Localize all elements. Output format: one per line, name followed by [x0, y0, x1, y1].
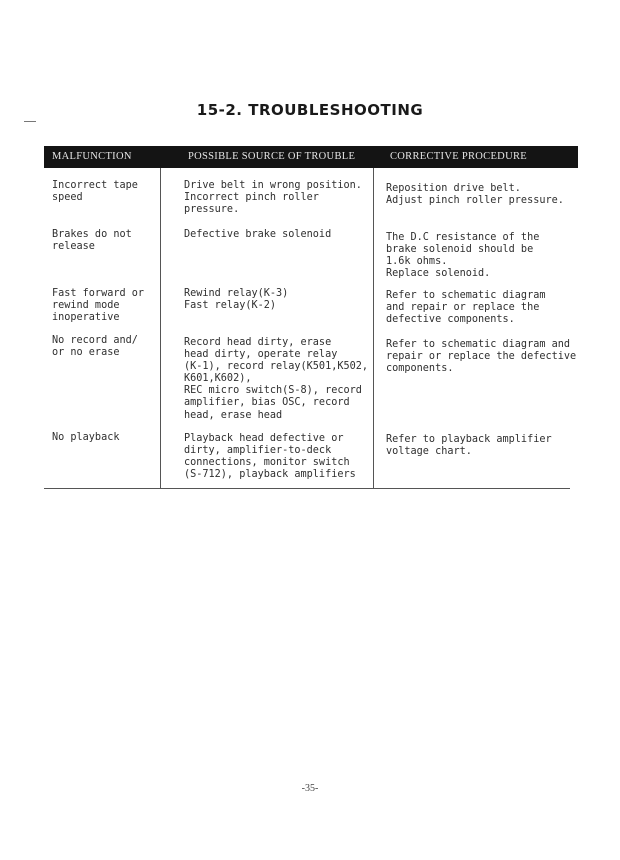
procedure-cell: Reposition drive belt. Adjust pinch roller pressure. [386, 183, 564, 207]
malfunction-cell: Incorrect tape speed [52, 180, 138, 204]
page-number: -35- [301, 783, 319, 794]
margin-mark [24, 121, 36, 122]
table-bottom-rule [44, 488, 570, 489]
source-cell: Record head dirty, erase head dirty, operate relay (K-1), record relay(K501,K502, K601,K602), REC micro switch(S-8), record amplifier, bias OSC, record head, erase head [184, 337, 369, 421]
source-cell: Playback head defective or dirty, amplifier-to-deck connections, monitor switch (S-712), playback amplifiers [184, 433, 356, 481]
column-divider [160, 168, 161, 488]
source-cell: Drive belt in wrong position. Incorrect pinch roller pressure. [184, 180, 362, 216]
header-corrective-procedure: CORRECTIVE PROCEDURE [390, 151, 527, 162]
table-header [44, 146, 578, 168]
procedure-cell: Refer to schematic diagram and repair or replace the defective components. [386, 290, 546, 326]
source-cell: Rewind relay(K-3) Fast relay(K-2) [184, 288, 289, 312]
malfunction-cell: No record and/ or no erase [52, 335, 138, 359]
page-title: 15-2. TROUBLESHOOTING [196, 101, 424, 119]
procedure-cell: Refer to playback amplifier voltage chart. [386, 434, 552, 458]
source-cell: Defective brake solenoid [184, 229, 332, 240]
procedure-cell: The D.C resistance of the brake solenoid should be 1.6k ohms. Replace solenoid. [386, 232, 540, 280]
procedure-cell: Refer to schematic diagram and repair or replace the defective components. [386, 339, 577, 375]
header-possible-source: POSSIBLE SOURCE OF TROUBLE [188, 151, 356, 162]
header-malfunction: MALFUNCTION [52, 151, 132, 162]
malfunction-cell: No playback [52, 432, 120, 443]
malfunction-cell: Brakes do not release [52, 229, 132, 253]
malfunction-cell: Fast forward or rewind mode inoperative [52, 288, 145, 324]
column-divider [373, 168, 374, 488]
